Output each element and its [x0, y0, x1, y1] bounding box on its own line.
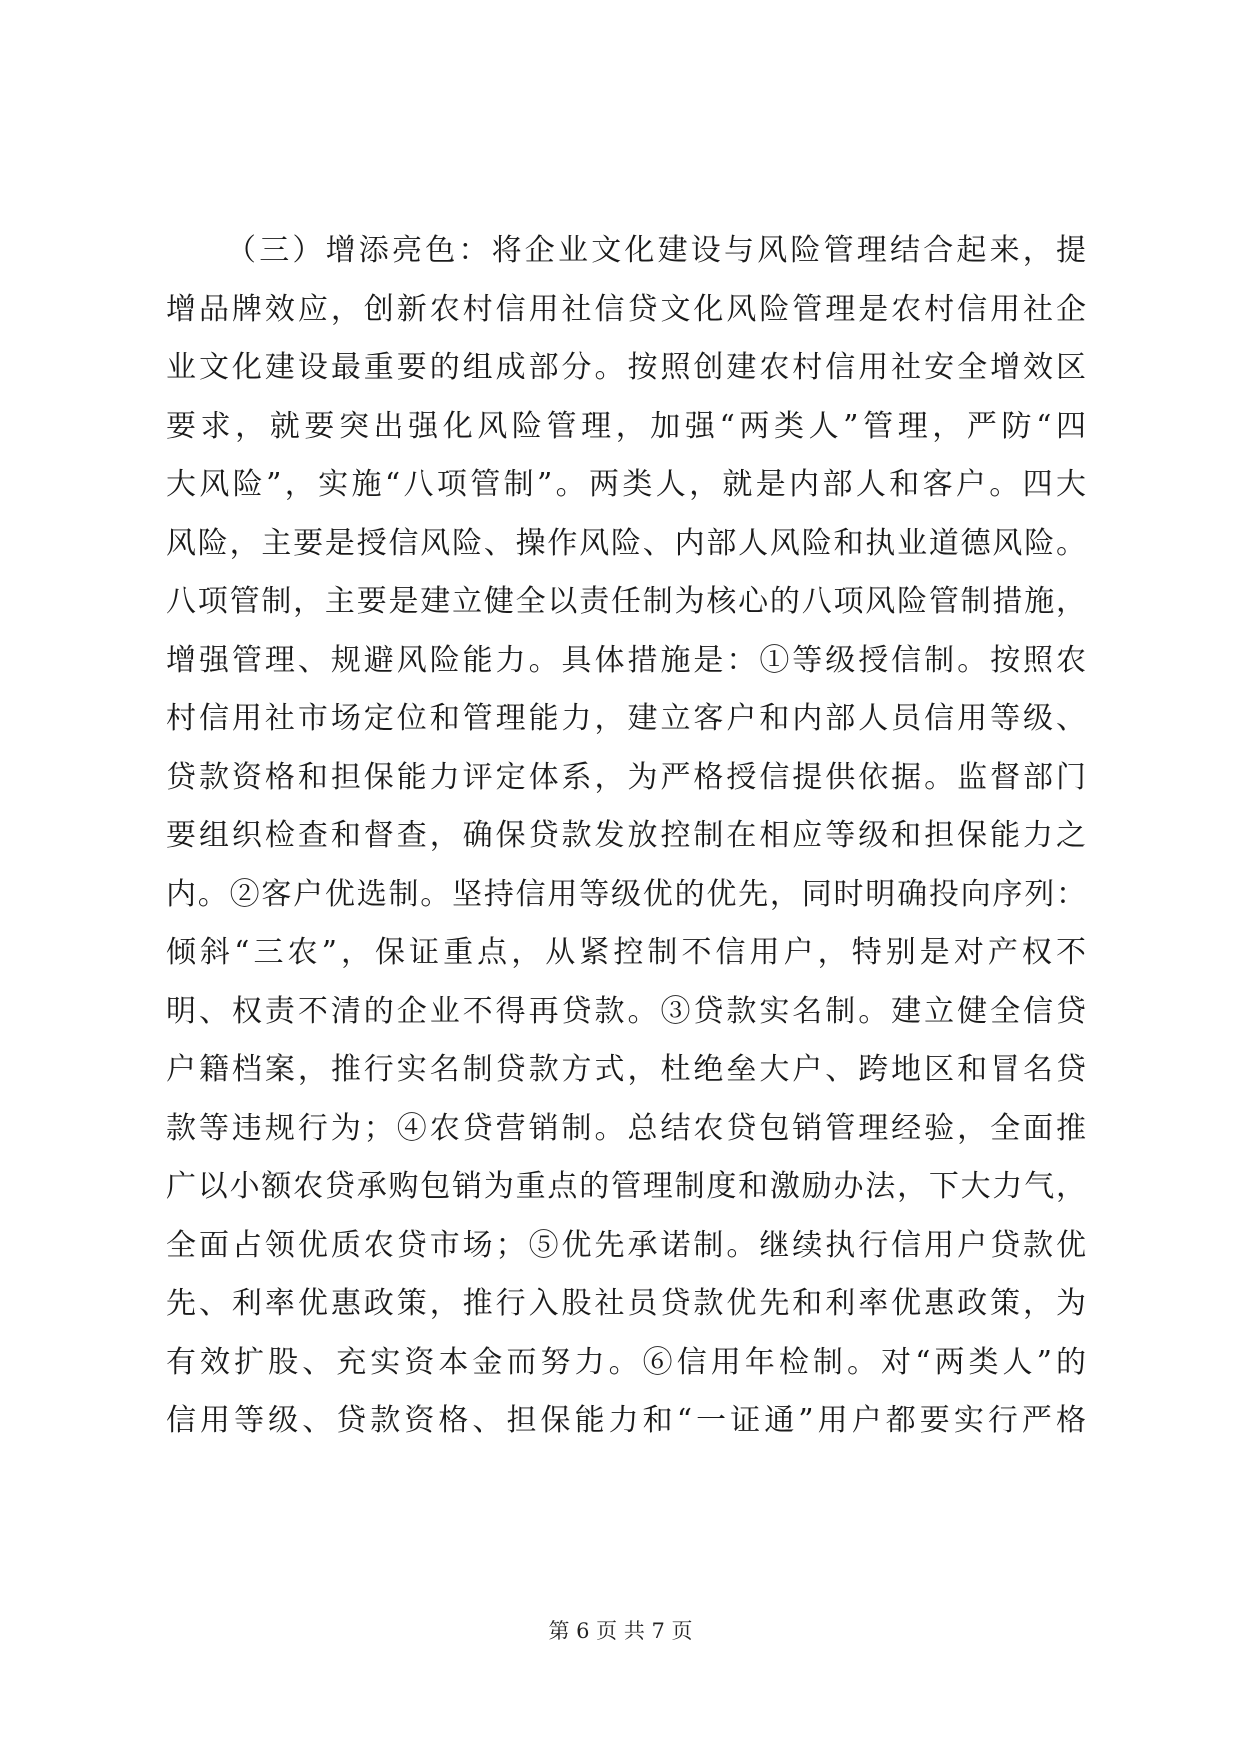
- text-line: 要求，就要突出强化风险管理，加强“两类人”管理，严防“四: [166, 408, 1086, 444]
- text-line: 贷款资格和担保能力评定体系，为严格授信提供依据。监督部门: [166, 759, 1086, 795]
- text-line: 增品牌效应，创新农村信用社信贷文化风险管理是农村信用社企: [166, 291, 1086, 327]
- text-line: 先、利率优惠政策，推行入股社员贷款优先和利率优惠政策，为: [166, 1286, 1086, 1321]
- page-number-footer: 第 6 页 共 7 页: [548, 1619, 693, 1643]
- text-line: 有效扩股、充实资本金而努力。⑥信用年检制。对“两类人”的: [166, 1344, 1086, 1380]
- text-line: 增强管理、规避风险能力。具体措施是：①等级授信制。按照农: [166, 642, 1086, 678]
- text-line: 明、权责不清的企业不得再贷款。③贷款实名制。建立健全信贷: [166, 993, 1086, 1029]
- text-line: 全面占领优质农贷市场；⑤优先承诺制。继续执行信用户贷款优: [166, 1227, 1086, 1263]
- text-line: 户籍档案，推行实名制贷款方式，杜绝垒大户、跨地区和冒名贷: [166, 1052, 1086, 1087]
- text-line: 信用等级、贷款资格、担保能力和“一证通”用户都要实行严格: [166, 1403, 1086, 1438]
- text-line: 款等违规行为；④农贷营销制。总结农贷包销管理经验，全面推: [166, 1110, 1086, 1146]
- text-line: 倾斜“三农”，保证重点，从紧控制不信用户，特别是对产权不: [166, 935, 1086, 970]
- text-line: 风险，主要是授信风险、操作风险、内部人风险和执业道德风险。: [166, 525, 1086, 561]
- text-line: 内。②客户优选制。坚持信用等级优的优先，同时明确投向序列：: [166, 876, 1086, 912]
- text-line: 大风险”，实施“八项管制”。两类人，就是内部人和客户。四大: [166, 467, 1086, 502]
- text-line: 村信用社市场定位和管理能力，建立客户和内部人员信用等级、: [166, 701, 1086, 736]
- text-line: 要组织检查和督查，确保贷款发放控制在相应等级和担保能力之: [166, 818, 1086, 853]
- text-line: 业文化建设最重要的组成部分。按照创建农村信用社安全增效区: [166, 350, 1086, 385]
- body-paragraph: [166, 222, 1086, 1451]
- text-line: 八项管制，主要是建立健全以责任制为核心的八项风险管制措施，: [166, 584, 1086, 619]
- text-line: 广以小额农贷承购包销为重点的管理制度和激励办法，下大力气，: [166, 1169, 1086, 1204]
- text-line: （三）增添亮色：将企业文化建设与风险管理结合起来，提: [226, 233, 1086, 268]
